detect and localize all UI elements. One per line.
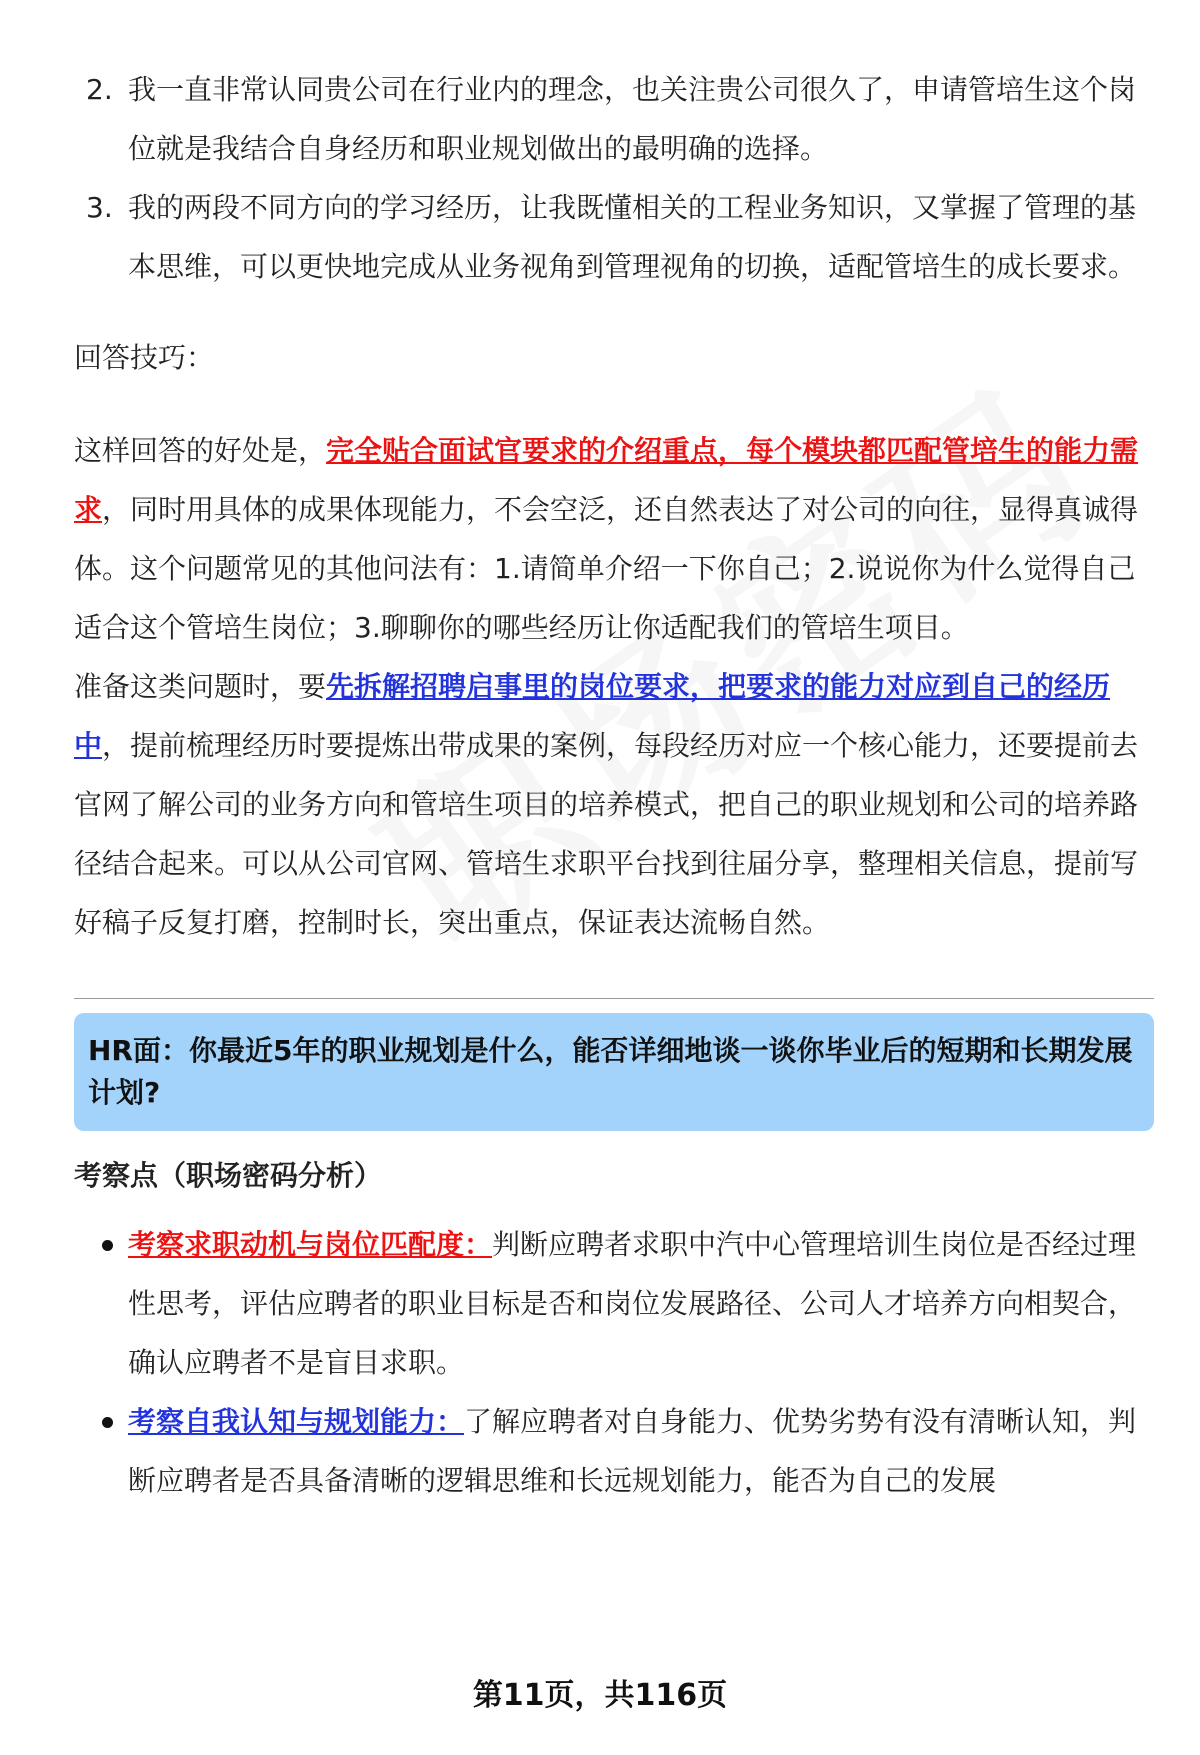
page-footer: 第11页，共116页 — [472, 1678, 728, 1713]
list-number: 3. — [86, 191, 113, 224]
list-item — [74, 178, 1154, 296]
tips-label: 回答技巧： — [74, 341, 215, 374]
bullet-dot-icon — [102, 1417, 113, 1428]
list-number: 2. — [86, 73, 113, 106]
para1-highlight: 完全贴合面试官要求的介绍重点，每个模块都匹配管培生的能力需求 — [74, 434, 1139, 526]
numbered-list — [74, 60, 1154, 296]
answer-analysis-paragraph — [74, 421, 1154, 657]
bullet-list — [74, 1215, 1154, 1510]
para2-rest: ，提前梳理经历时要提炼出带成果的案例，每段经历对应一个核心能力，还要提前去官网了解公司的业务方向和管培生项目的培养模式，把自己的职业规划和公司的培养路径结合起来。可以从公司官网、管培生求职平台找到往届分享，整理相关信息，提前写好稿子反复打磨，控制时长，突出重点，保证表达流畅自然。 — [74, 729, 1139, 939]
bullet-text: 判断应聘者求职中汽中心管理培训生岗位是否经过理性思考，评估应聘者的职业目标是否和岗位发展路径、公司人才培养方向相契合，确认应聘者不是盲目求职。 — [128, 1228, 1137, 1379]
question-box: HR面：你最近5年的职业规划是什么，能否详细地谈一谈你毕业后的短期和长期发展计划? — [74, 1013, 1154, 1131]
section-title: 考察点（职场密码分析） — [74, 1159, 383, 1192]
para1-rest: ，同时用具体的成果体现能力，不会空泛，还自然表达了对公司的向往，显得真诚得体。这个问题常见的其他问法有：1.请简单介绍一下你自己；2.说说你为什么觉得自己适合这个管培生岗位；3.聊聊你的哪些经历让你适配我们的管培生项目。 — [74, 493, 1139, 644]
bullet-dot-icon — [102, 1240, 113, 1251]
preparation-paragraph — [74, 657, 1154, 952]
para1-prefix: 这样回答的好处是， — [74, 434, 327, 467]
bullet-item — [74, 1215, 1154, 1392]
bullet-text: 了解应聘者对自身能力、优势劣势有没有清晰认知，判断应聘者是否具备清晰的逻辑思维和长远规划能力，能否为自己的发展 — [128, 1405, 1137, 1497]
para2-highlight: 先拆解招聘启事里的岗位要求，把要求的能力对应到自己的经历中 — [74, 670, 1111, 762]
bullet-label: 考察求职动机与岗位匹配度： — [128, 1228, 493, 1261]
bullet-item — [74, 1392, 1154, 1510]
bullet-label: 考察自我认知与规划能力： — [128, 1405, 465, 1438]
list-text: 我的两段不同方向的学习经历，让我既懂相关的工程业务知识，又掌握了管理的基本思维，可以更快地完成从业务视角到管理视角的切换，适配管培生的成长要求。 — [128, 191, 1137, 283]
para2-prefix: 准备这类问题时，要 — [74, 670, 327, 703]
section-divider — [74, 998, 1154, 999]
list-item — [74, 60, 1154, 178]
document-page — [74, 60, 1154, 1510]
list-text: 我一直非常认同贵公司在行业内的理念，也关注贵公司很久了，申请管培生这个岗位就是我结合自身经历和职业规划做出的最明确的选择。 — [128, 73, 1137, 165]
